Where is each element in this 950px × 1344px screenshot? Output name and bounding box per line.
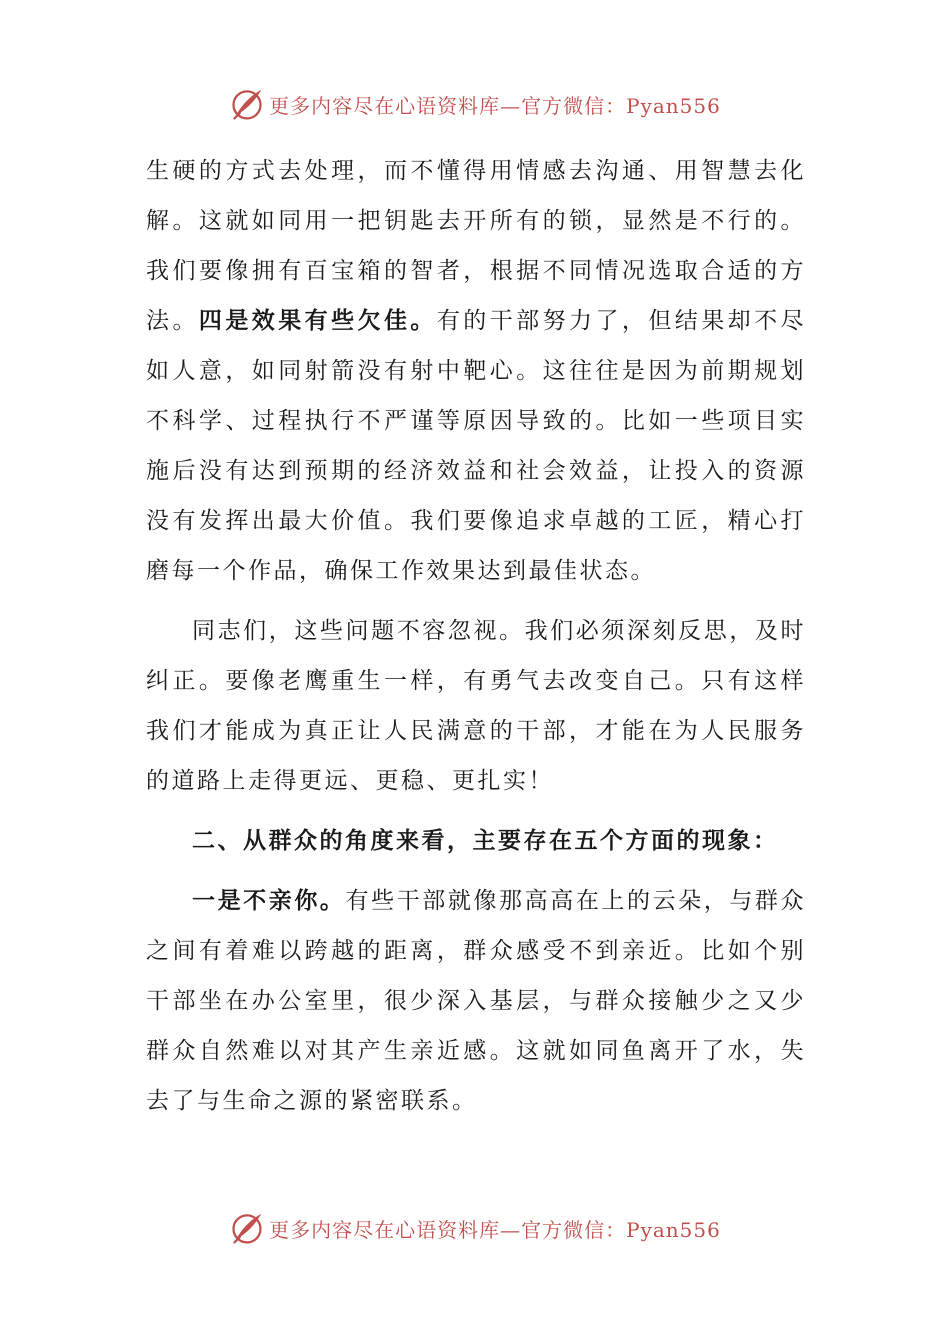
feather-pen-logo-icon xyxy=(229,1210,265,1246)
footer-banner-text: 更多内容尽在心语资料库—官方微信：Pyan556 xyxy=(269,1217,721,1242)
paragraph-1-rest: 有的干部努力了，但结果却不尽如人意，如同射箭没有射中靶心。这往往是因为前期规划不科学、过程执行不严谨等原因导致的。比如一些项目实施后没有达到预期的经济效益和社会效益，让投入的资源没有发挥出最大价值。我们要像追求卓越的工匠，精心打磨每一个作品，确保工作效果达到最佳状态。 xyxy=(146,308,806,584)
point-four-heading: 四是效果有些欠佳。 xyxy=(198,307,437,334)
header-banner-text: 更多内容尽在心语资料库—官方微信：Pyan556 xyxy=(269,93,721,118)
paragraph-3 xyxy=(146,876,806,1126)
paragraph-1 xyxy=(146,146,806,596)
header-banner xyxy=(0,84,950,124)
paragraph-2: 同志们，这些问题不容忽视。我们必须深刻反思，及时纠正。要像老鹰重生一样，有勇气去改变自己。只有这样我们才能成为真正让人民满意的干部，才能在为人民服务的道路上走得更远、更稳、更扎实！ xyxy=(146,618,806,794)
point-one-heading: 一是不亲你。 xyxy=(192,887,346,914)
section-heading: 二、从群众的角度来看，主要存在五个方面的现象： xyxy=(192,827,779,854)
paragraph-1-lead: 生硬的方式去处理，而不懂得用情感去沟通、用智慧去化解。这就如同用一把钥匙去开所有的锁，显然是不行的。我们要像拥有百宝箱的智者，根据不同情况选取合适的方法。 xyxy=(146,158,806,334)
document-body xyxy=(146,146,806,1126)
paragraph-3-rest: 有些干部就像那高高在上的云朵，与群众之间有着难以跨越的距离，群众感受不到亲近。比如个别干部坐在办公室里，很少深入基层，与群众接触少之又少群众自然难以对其产生亲近感。这就如同鱼离开了水，失去了与生命之源的紧密联系。 xyxy=(146,888,807,1114)
feather-pen-logo-icon xyxy=(229,86,265,122)
footer-banner xyxy=(0,1208,950,1248)
